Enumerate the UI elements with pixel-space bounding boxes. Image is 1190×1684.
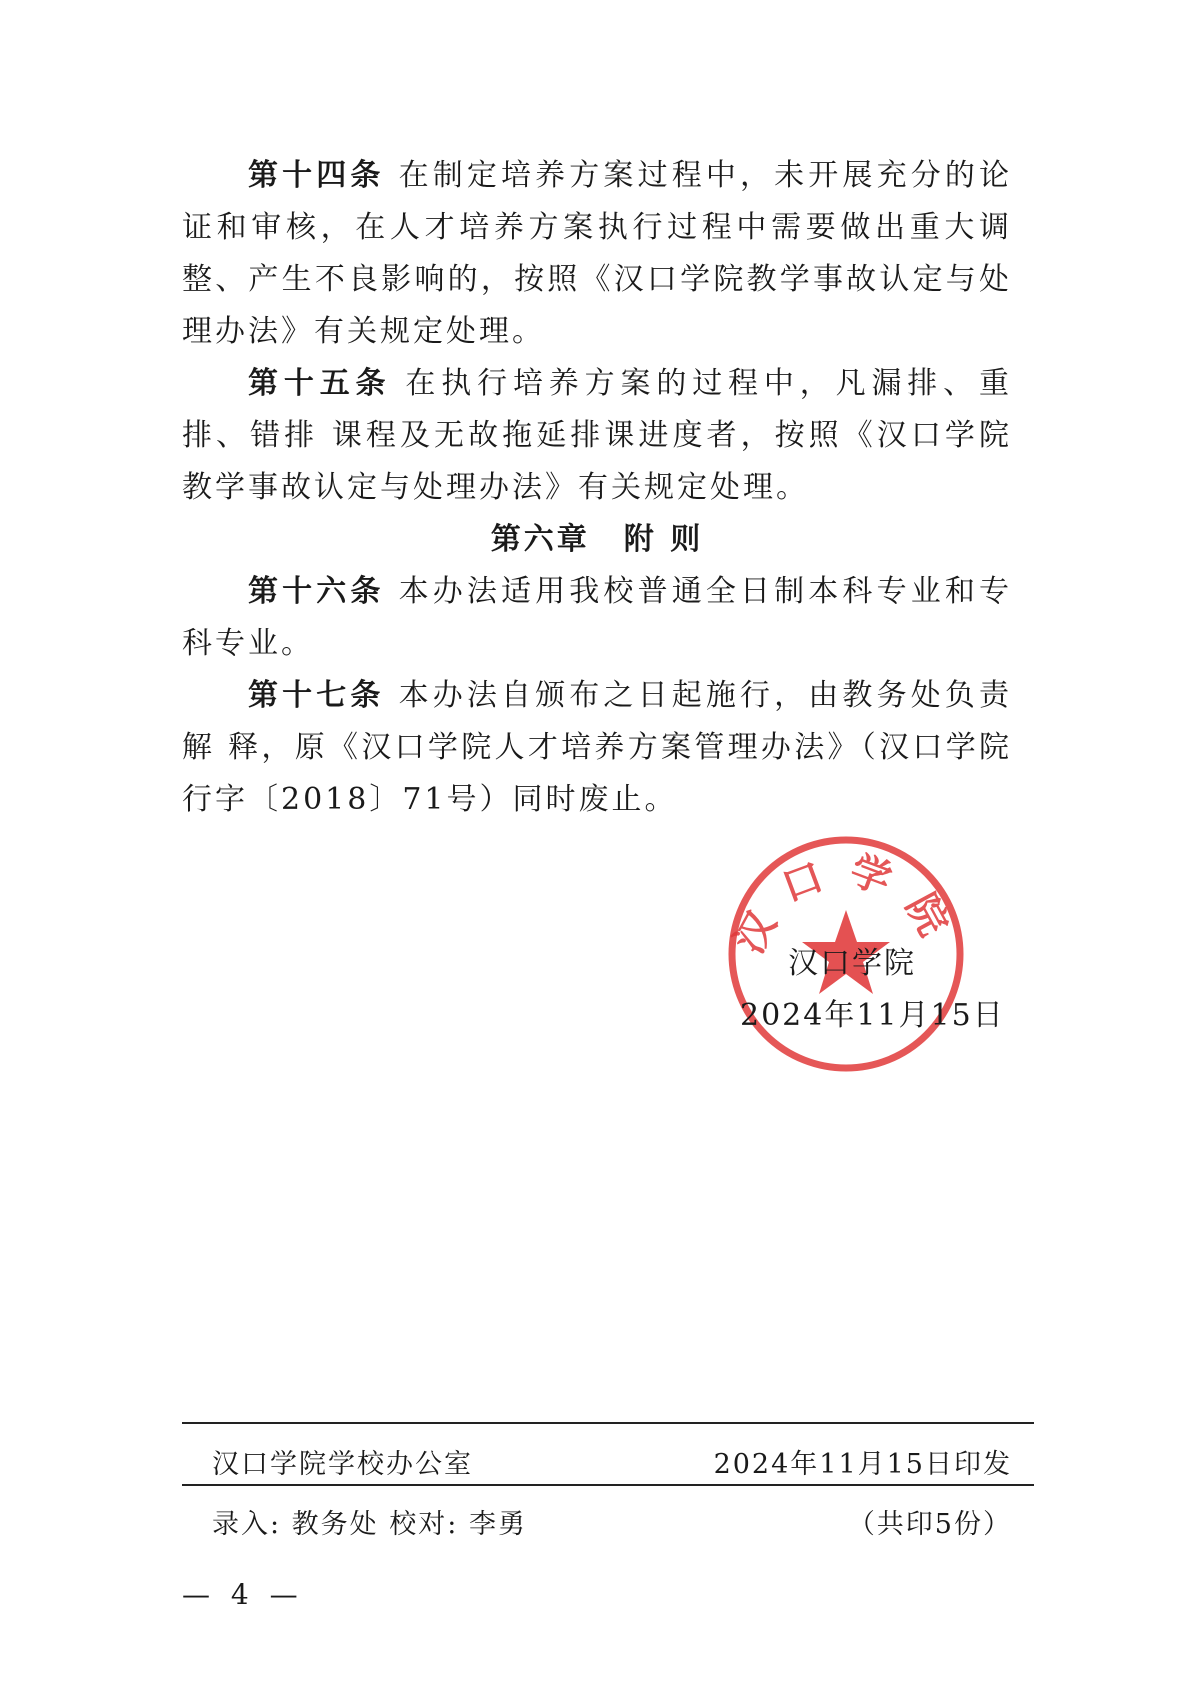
article-16 xyxy=(182,566,1012,670)
footer-issuer: 汉口学院学校办公室 xyxy=(212,1449,473,1480)
article-14-text: 在制定培养方案过程中，未开展充分的论证和审核，在人才培养方案执行过程中需要做出重大调整、产生不良影响的，按照《汉口学院教学事故认定与处理办法》有关规定处理。 xyxy=(182,158,1013,349)
footer-entry-proof: 录入: 教务处 校对: 李勇 xyxy=(212,1509,527,1540)
chapter-heading xyxy=(182,514,1012,566)
article-17-text: 本办法自颁布之日起施行，由教务处负责解 释，原《汉口学院人才培养方案管理办法》（汉口学院行字〔2018〕71号）同时废止。 xyxy=(182,678,1013,817)
page-number: — 4 — xyxy=(182,1578,304,1611)
footer-issue-date: 2024年11月15日印发 xyxy=(713,1449,1012,1480)
article-16-text: 本办法适用我校普通全日制本科专业和专科专业。 xyxy=(182,574,1013,661)
footer-rule-top xyxy=(182,1422,1034,1424)
chapter-number: 第六章 xyxy=(490,522,590,557)
footer-copies: （共印5份） xyxy=(847,1509,1012,1540)
footer-rule-middle xyxy=(182,1484,1034,1486)
article-17-label: 第十七条 xyxy=(248,678,385,713)
article-15 xyxy=(182,358,1012,514)
chapter-title: 附 则 xyxy=(623,522,704,557)
seal-arc-text: 汉口学院 xyxy=(726,847,966,962)
signature-date: 2024年11月15日 xyxy=(740,998,1005,1033)
article-14-label: 第十四条 xyxy=(248,158,385,193)
article-15-label: 第十五条 xyxy=(248,366,392,401)
article-14 xyxy=(182,150,1012,358)
document-body xyxy=(182,150,1012,826)
article-15-text: 在执行培养方案的过程中，凡漏排、重排、错排 课程及无故拖延排课进度者，按照《汉口学院教学事故认定与处理办法》有关规定处理。 xyxy=(182,366,1013,505)
article-17 xyxy=(182,670,1012,826)
article-16-label: 第十六条 xyxy=(248,574,385,609)
signature-organization: 汉口学院 xyxy=(788,946,916,981)
